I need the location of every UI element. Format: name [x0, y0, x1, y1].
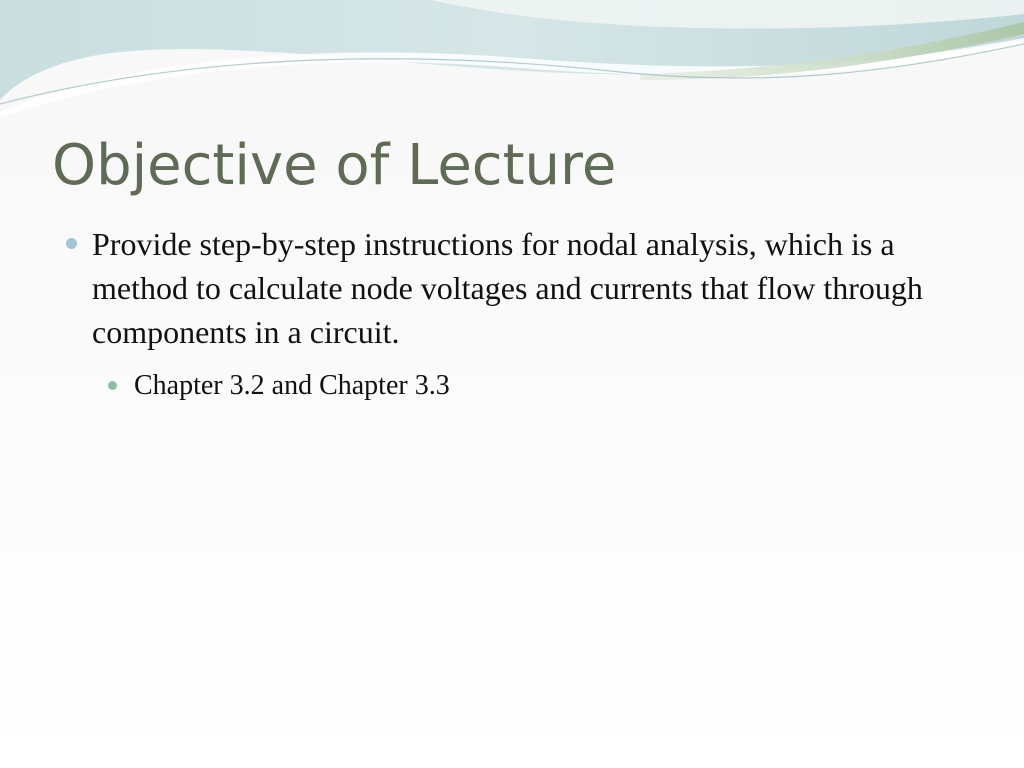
slide-title: Objective of Lecture [52, 133, 617, 198]
sub-bullet-dot-icon [108, 381, 117, 390]
header-wave-decoration [0, 0, 1024, 125]
bullet-dot-icon [66, 238, 77, 249]
bullet-text: Provide step-by-step instructions for nodal analysis, which is a method to calculate node voltages and currents that flow through components in a circuit. [92, 226, 923, 350]
slide-content [62, 222, 962, 406]
sub-bullet-text: Chapter 3.2 and Chapter 3.3 [134, 370, 450, 401]
bullet-item [62, 222, 962, 354]
sub-bullet-item [104, 366, 962, 406]
